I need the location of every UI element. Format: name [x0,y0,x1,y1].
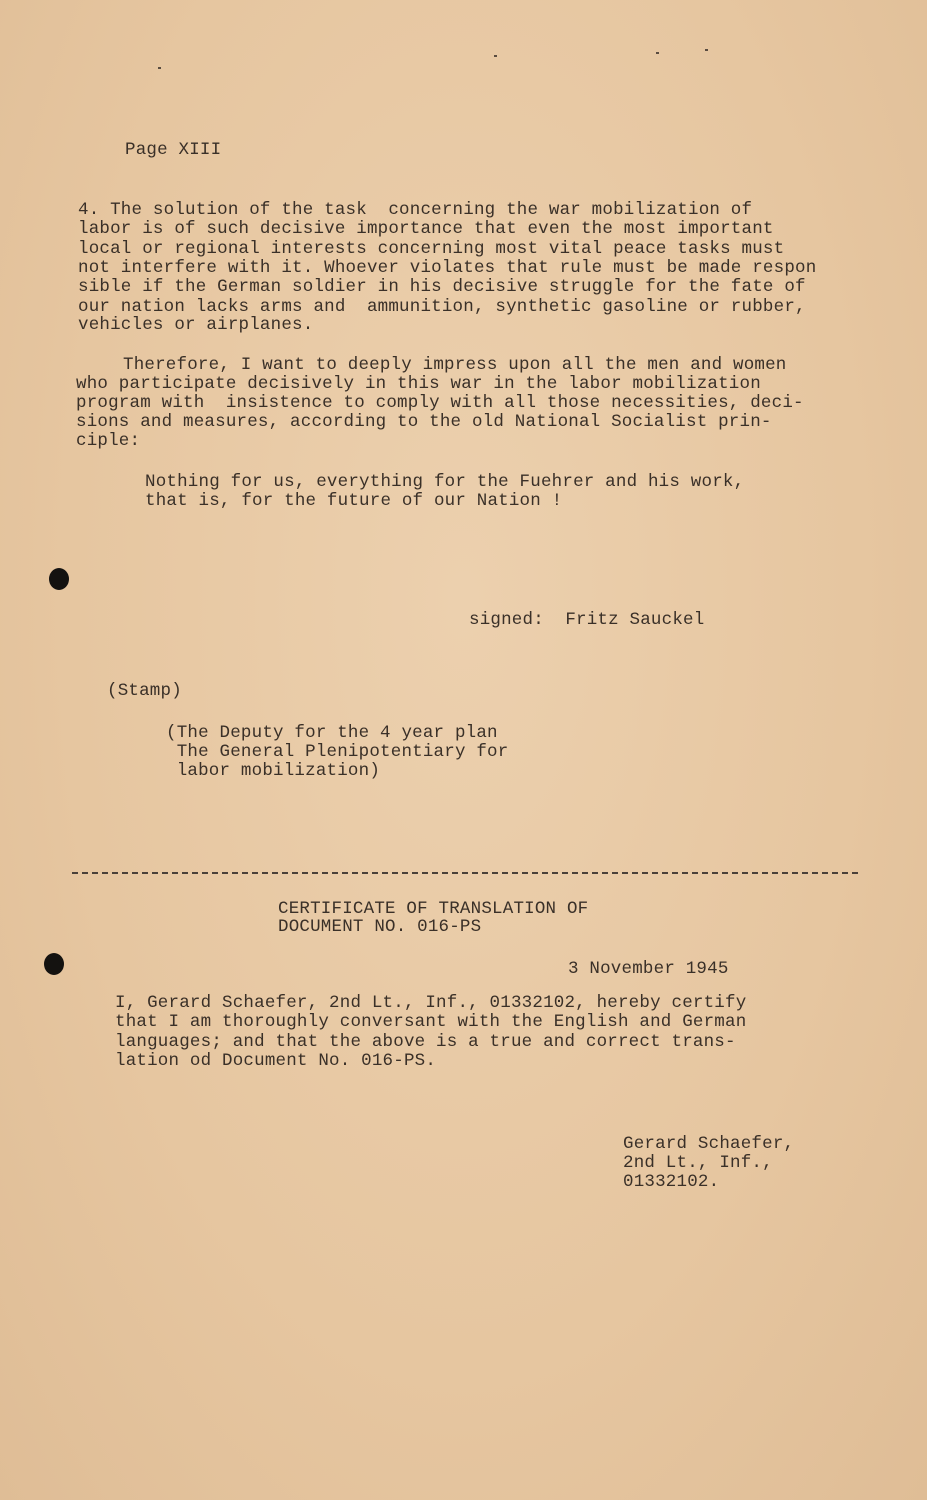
certificate-line: languages; and that the above is a true and correct trans- [115,1032,736,1052]
stamp-line: (The Deputy for the 4 year plan [166,723,498,743]
certificate-date: 3 November 1945 [568,959,729,979]
paragraph-line: vehicles or airplanes. [78,315,314,335]
translator-line: 01332102. [623,1172,720,1192]
punch-hole-top [49,568,69,590]
certificate-line: that I am thoroughly conversant with the English and German [115,1012,747,1032]
certificate-line: lation od Document No. 016-PS. [115,1051,437,1071]
paragraph-line: ciple: [76,431,141,451]
stamp-label: (Stamp) [107,681,182,701]
stamp-line: The General Plenipotentiary for [166,742,509,762]
translator-line: 2nd Lt., Inf., [623,1153,773,1173]
paragraph-line: local or regional interests concerning most vital peace tasks must [78,239,785,259]
signature-line: signed: Fritz Sauckel [469,610,705,630]
dashed-separator [72,872,858,874]
paragraph-line: labor is of such decisive importance that even the most important [78,219,774,239]
quote-line: that is, for the future of our Nation ! [145,491,563,511]
paragraph-line: not interfere with it. Whoever violates that rule must be made respon [78,258,817,278]
translator-line: Gerard Schaefer, [623,1134,795,1154]
certificate-line: I, Gerard Schaefer, 2nd Lt., Inf., 01332102, hereby certify [115,993,747,1013]
quote-line: Nothing for us, everything for the Fuehrer and his work, [145,472,745,492]
speck [705,49,708,51]
paragraph-line: program with insistence to comply with all those necessities, deci- [76,393,804,413]
stamp-line: labor mobilization) [166,761,381,781]
paragraph-line: Therefore, I want to deeply impress upon all the men and women [123,355,787,375]
page-label: Page XIII [125,140,222,160]
paragraph-line: sible if the German soldier in his decisive struggle for the fate of [78,277,806,297]
paragraph-line: our nation lacks arms and ammunition, synthetic gasoline or rubber, [78,297,806,317]
certificate-title-line: CERTIFICATE OF TRANSLATION OF [278,899,589,919]
paragraph-line: who participate decisively in this war in the labor mobilization [76,374,761,394]
paragraph-line: 4. The solution of the task concerning the war mobilization of [78,200,753,220]
punch-hole-bottom [44,953,64,975]
speck [494,55,497,57]
speck [158,67,161,69]
certificate-title-line: DOCUMENT NO. 016-PS [278,917,482,937]
speck [656,52,659,54]
paragraph-line: sions and measures, according to the old National Socialist prin- [76,412,772,432]
